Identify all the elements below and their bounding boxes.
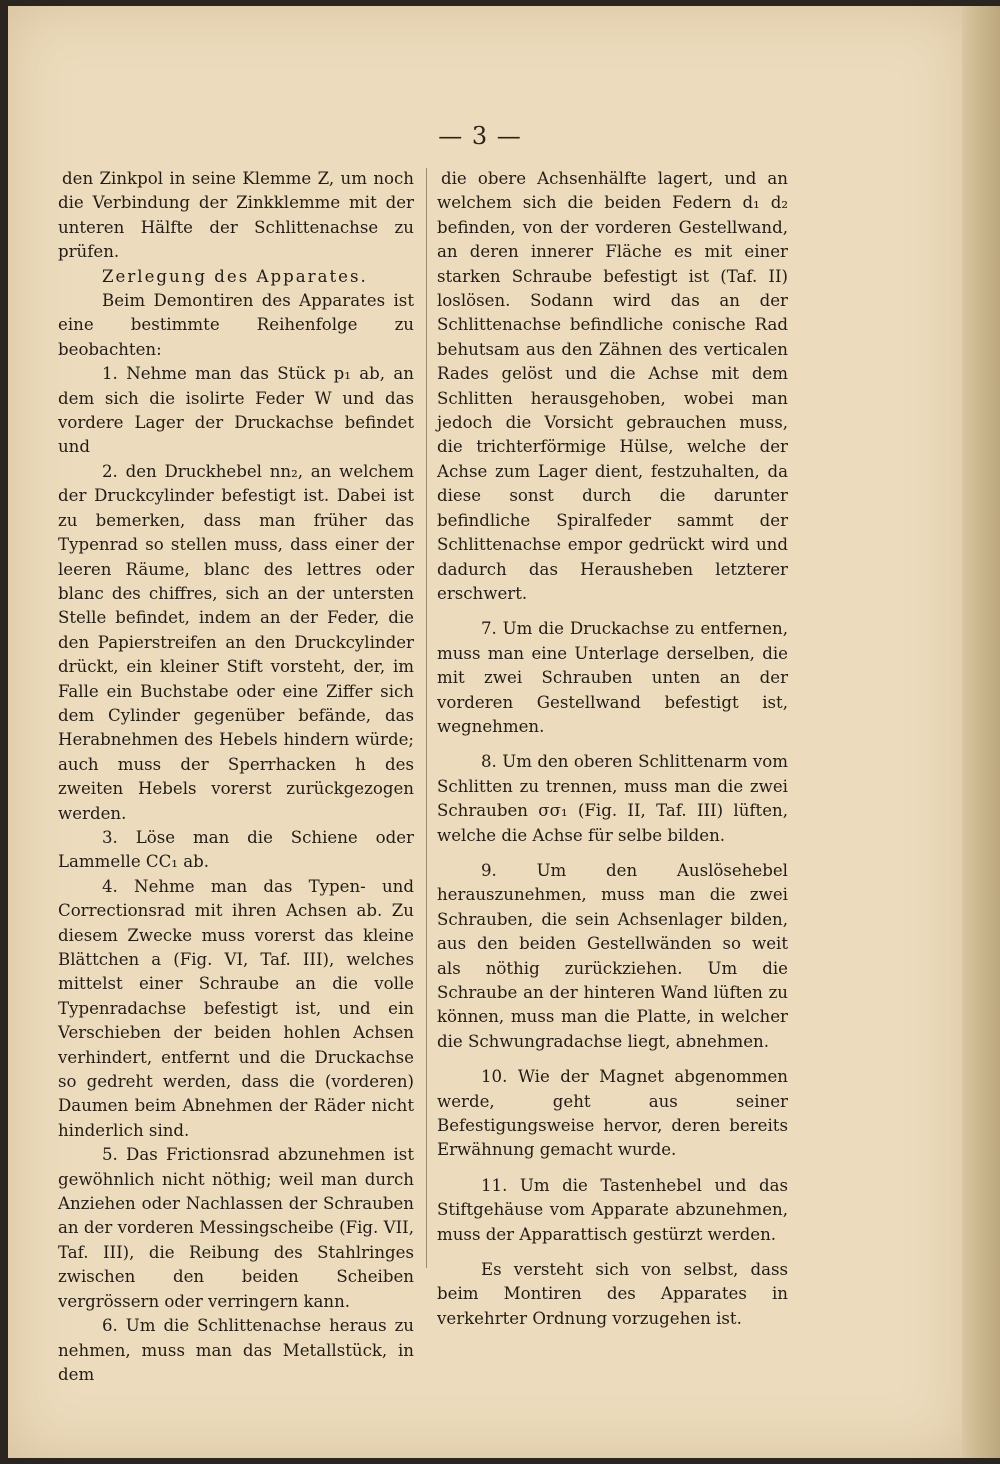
list-item: 11. Um die Tastenhebel und das Stiftgehäuse vom Apparate abzunehmen, muss der Apparattisch gestürzt werden. (437, 1175, 788, 1244)
paragraph: die obere Achsenhälfte lagert, und an welchem sich die beiden Federn d₁ d₂ befinden, von der vorderen Gestellwand, an deren innerer Fläche es mit einer starken Schraube befestigt ist (Taf. II) loslösen. Sodann wird das an der Schlittenachse befindliche conische Rad behutsam aus den Zähnen des verticalen Rades gelöst und die Achse mit dem Schlitten herausgehoben, wobei man jedoch die Vorsicht gebrauchen muss, die trichterförmige Hülse, welche der Achse zum Lager dient, festzuhalten, da diese sonst durch die darunter befindliche Spiralfeder sammt der Schlittenachse empor gedrückt wird und dadurch das Herausheben letzterer erschwert. (437, 169, 788, 603)
paragraph: den Zinkpol in seine Klemme Z, um noch die Verbindung der Zinkklemme mit der unteren Hälfte der Schlittenachse zu prüfen. (58, 169, 414, 262)
list-item: 7. Um die Druckachse zu entfernen, muss man eine Unterlage derselben, die mit zwei Schrauben unten an der vorderen Gestellwand befestigt ist, wegnehmen. (437, 619, 788, 736)
section-heading: Zerlegung des Apparates. (102, 266, 368, 286)
left-column (58, 167, 414, 1387)
page-edge-stack (962, 6, 1000, 1458)
paragraph: Es versteht sich von selbst, dass beim Montiren des Apparates in verkehrter Ordnung vorzugehen ist. (437, 1260, 788, 1328)
list-item: 6. Um die Schlittenachse heraus zu nehmen, muss man das Metallstück, in dem (58, 1316, 414, 1384)
list-item: 9. Um den Auslösehebel herauszunehmen, muss man die zwei Schrauben, die sein Achsenlager bilden, aus den beiden Gestellwänden so weit als nöthig zurückziehen. Um die Schraube an der hinteren Wand lüften zu können, muss man die Platte, in welcher die Schwungradachse liegt, abnehmen. (437, 860, 788, 1051)
list-item: 4. Nehme man das Typen- und Correctionsrad mit ihren Achsen ab. Zu diesem Zwecke muss vorerst das kleine Blättchen a (Fig. VI, Taf. III), welches mittelst einer Schraube an die volle Typenradachse befestigt ist, und ein Verschieben der beiden hohlen Achsen verhindert, entfernt und die Druckachse so gedreht werden, dass die (vorderen) Daumen beim Abnehmen der Räder nicht hinderlich sind. (58, 876, 414, 1140)
paragraph: Beim Demontiren des Apparates ist eine bestimmte Reihenfolge zu beobachten: (58, 291, 414, 359)
column-divider (426, 168, 427, 1268)
list-item: 5. Das Frictionsrad abzunehmen ist gewöhnlich nicht nöthig; weil man durch Anziehen oder Nachlassen der Schrauben an der vorderen Messingscheibe (Fig. VII, Taf. III), die Reibung des Stahlringes zwischen den beiden Scheiben vergrössern oder verringern kann. (58, 1145, 414, 1311)
list-item: 1. Nehme man das Stück p₁ ab, an dem sich die isolirte Feder W und das vordere Lager der Druckachse befindet und (58, 364, 414, 457)
list-item: 3. Löse man die Schiene oder Lammelle CC₁ ab. (58, 827, 414, 872)
list-item: 8. Um den oberen Schlittenarm vom Schlitten zu trennen, muss man die zwei Schrauben σσ₁ (Fig. II, Taf. III) lüften, welche die Achse für selbe bilden. (437, 752, 788, 845)
list-item: 10. Wie der Magnet abgenommen werde, geht aus seiner Befestigungsweise hervor, deren bereits Erwähnung gemacht wurde. (437, 1067, 788, 1160)
list-item: 2. den Druckhebel nn₂, an welchem der Druckcylinder befestigt ist. Dabei ist zu bemerken, dass man früher das Typenrad so stellen muss, dass einer der leeren Räume, blanc des lettres oder blanc des chiffres, sich an der untersten Stelle befindet, indem an der Feder, die den Papierstreifen an den Druckcylinder drückt, ein kleiner Stift vorsteht, der, im Falle ein Buchstabe oder eine Ziffer sich dem Cylinder gegenüber befände, das Herabnehmen des Hebels hindern würde; auch muss der Sperrhacken h des zweiten Hebels vorerst zurückgezogen werden. (58, 461, 414, 823)
right-column (437, 167, 788, 1331)
page-number: — 3 — (438, 122, 522, 150)
